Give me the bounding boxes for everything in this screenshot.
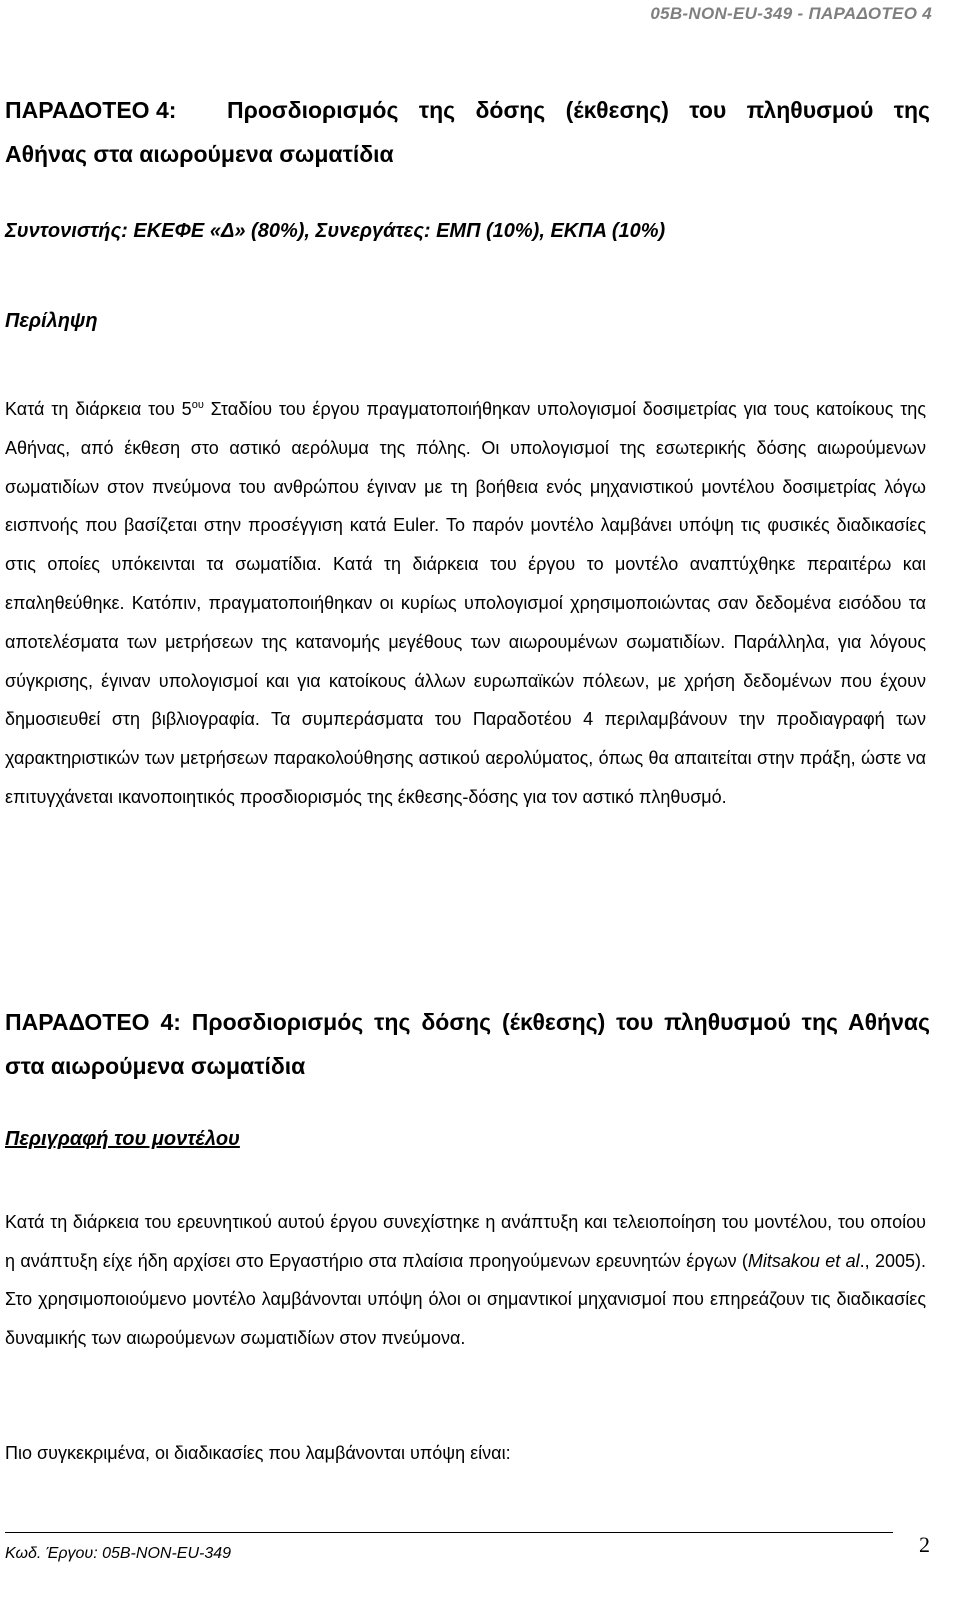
summary-text-rest: Σταδίου του έργου πραγματοποιήθηκαν υπολογισμοί δοσιμετρίας για τους κατοίκους της Αθήνας, από έκθεση στο αστικό αερόλυμα της πόλης. Οι υπολογισμοί της εσωτερικής δόσης αιωρούμενων σωματιδίων στον πνεύμονα του ανθρώπου έγιναν με τη βοήθεια ενός μηχανιστικού μοντέλου δοσιμετρίας λόγω εισπνοής που βασίζεται στην προσέγγιση κατά Euler. Το παρόν μοντέλο λαμβάνει υπόψη τις φυσικές διαδικασίες στις οποίες υπόκεινται τα σωματίδια. Κατά τη διάρκεια του έργου το μοντέλο αναπτύχθηκε περαιτέρω και επαληθεύθηκε. Κατόπιν, πραγματοποιήθηκαν οι κυρίως υπολογισμοί χρησιμοποιώντας σαν δεδομένα εισόδου τα αποτελέσματα των μετρήσεων της κατανομής μεγέθους των αιωρουμένων σωματιδίων. Παράλληλα, για λόγους σύγκρισης, έγιναν υπολογισμοί και για κατοίκους άλλων ευρωπαϊκών πόλεων, με χρήση δεδομένων που έχουν δημοσιευθεί στη βιβλιογραφία. Τα συμπεράσματα του Παραδοτέου 4 περιλαμβάνουν την προδιαγραφή των χαρακτηριστικών των μετρήσεων παρακολούθησης αστικού αερολύματος, όπως θα απαιτείται στην πράξη, ώστε να επιτυγχάνεται ικανοποιητικός προσδιορισμός της έκθεσης-δόσης για τον αστικό πληθυσμό. [5,399,926,807]
footer-project-code: Κωδ. Έργου: 05B-NON-EU-349 [5,1545,232,1562]
summary-paragraph [5,390,926,817]
model-text-rest: ., 2005). Στο χρησιμοποιούμενο μοντέλο λαμβάνονται υπόψη όλοι οι σημαντικοί μηχανισμοί που επηρεάζουν τις διαδικασίες δυναμικής των αιωρούμενων σωματιδίων στον πνεύμονα. [5,1250,926,1348]
deliverable-title-text: Προσδιορισμός της δόσης (έκθεσης) του πληθυσμού της Αθήνας στα αιωρούμενα σωματίδια [5,97,930,167]
model-description-heading: Περιγραφή του μοντέλου [5,1128,240,1150]
deliverable-title [5,88,930,176]
section-title: ΠΑΡΑΔΟΤΕΟ 4: Προσδιορισμός της δόσης (έκθεσης) του πληθυσμού της Αθήνας στα αιωρούμενα σωματίδια [5,1009,930,1079]
deliverable-label: ΠΑΡΑΔΟΤΕΟ 4: [5,97,177,123]
citation-authors: Mitsakou et al [747,1250,860,1271]
coordinators-line: Συντονιστής: ΕΚΕΦΕ «Δ» (80%), Συνεργάτες: ΕΜΠ (10%), ΕΚΠΑ (10%) [5,220,666,242]
footer-divider [5,1532,893,1533]
processes-intro: Πιο συγκεκριμένα, οι διαδικασίες που λαμβάνονται υπόψη είναι: [5,1443,511,1463]
ordinal-superscript: ου [191,399,204,411]
model-text-start: Κατά τη διάρκεια του ερευνητικού αυτού έργου συνεχίστηκε η ανάπτυξη και τελειοποίηση του μοντέλου, του οποίου η ανάπτυξη είχε ήδη αρχίσει στο Εργαστήριο στα πλαίσια προηγούμενων ερευνητών έργων ( [5,1212,926,1271]
page-number: 2 [919,1532,930,1557]
summary-heading: Περίληψη [5,310,98,332]
summary-text-start: Κατά τη διάρκεια του 5 [5,399,192,419]
running-header: 05B-NON-EU-349 - ΠΑΡΑΔΟΤΕΟ 4 [650,4,932,23]
model-paragraph [5,1203,926,1357]
